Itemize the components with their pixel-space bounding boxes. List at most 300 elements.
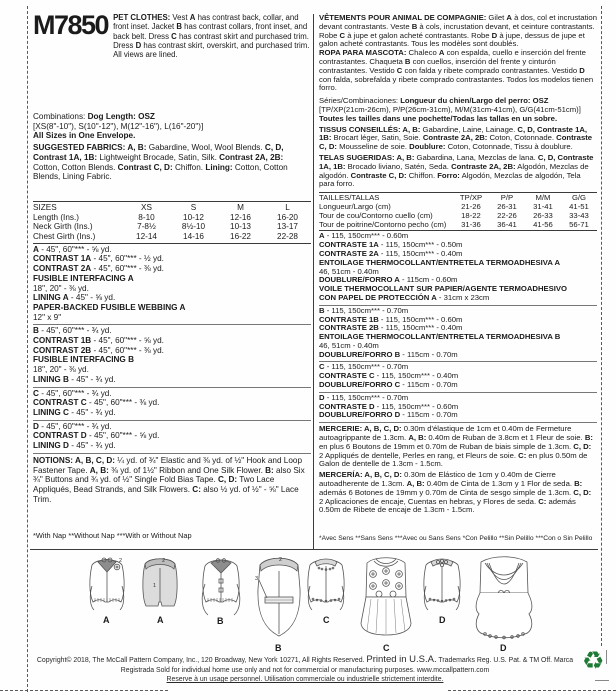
fabrics-bold: SUGGESTED FABRICS: A, B: xyxy=(33,143,147,153)
yardage-line xyxy=(33,422,311,432)
mercerie-text: 0.30m d'élastique de 1cm et 0.40m de Fermeture autoagrippante de 1.3cm. xyxy=(319,424,572,443)
mercerie xyxy=(319,425,597,469)
tailles-table-row xyxy=(319,221,597,230)
metric-yardage-line xyxy=(319,294,597,303)
description-es-text: con falda, sobrefalda y ribete comprado contrastantes. Todos los modelos tienen forro. xyxy=(319,74,594,93)
nap-footnote: *With Nap **Without Nap ***With or Without Nap xyxy=(33,531,192,540)
metric-yardage-item: CON PAPEL DE PROTECCIÓN A xyxy=(319,292,437,302)
description-es-bold: C xyxy=(396,65,403,75)
yardage-group-d xyxy=(33,421,311,454)
description-fr-bold: A xyxy=(506,13,512,22)
tailles-col-header: G/G xyxy=(571,193,587,203)
metric-yardage-group-d xyxy=(319,393,597,423)
yardage-amount: - 45" - ¾ yd. xyxy=(68,441,116,451)
yardage-item: PAPER-BACKED FUSIBLE WEBBING A xyxy=(33,302,186,312)
yardage-amount: - 45", 60"*** - ¾ yd. xyxy=(38,326,112,336)
yardage-line xyxy=(33,274,311,284)
merceria-bold: C, D: xyxy=(573,487,592,497)
metric-yardage-line xyxy=(319,381,597,390)
view-label-a-front: A xyxy=(103,615,110,625)
metric-yardage-item: DOUBLURE/FORRO C xyxy=(319,380,401,390)
fabrics-text: Gabardine, Wool, Wool Blends. xyxy=(146,143,265,153)
notions-bold: C, D: xyxy=(218,475,238,485)
metric-yardage-amount: - 115, 150cm*** - 0.70m xyxy=(324,392,409,402)
suggested-fabrics xyxy=(33,143,311,182)
telas-text: Gabardina, Lana, Mezclas de lana. xyxy=(414,152,538,162)
description-fr-bold: VÊTEMENTS POUR ANIMAL DE COMPAGNIE: xyxy=(319,13,487,22)
usage-restriction-fr-text: Reserve à un usage personnel. Utilisation commerciale ou industrielle strictement interdite. xyxy=(166,676,444,684)
yardage-amount: 12" x 9" xyxy=(33,312,62,322)
tissus-text: Gabardine, Laine, Lainage. xyxy=(420,124,518,134)
series-text: Séries/Combinaciones: xyxy=(319,96,401,106)
yardage-amount: - 45", 60"*** - ⅜ yd. xyxy=(91,345,164,355)
metric-yardage-item: B xyxy=(319,305,325,315)
measurement-value: 10-13 xyxy=(230,222,251,232)
sens-footnote: *Avec Sens **Sans Sens ***Avec ou Sans Sens *Con Pelillo **Sin Pelillo ***Con o Sin Pelillo xyxy=(319,535,593,542)
view-label-b-front: B xyxy=(217,616,224,626)
yardage-line xyxy=(33,365,311,375)
yardage-line xyxy=(33,355,311,365)
size-col-header: S xyxy=(190,202,197,212)
description-es-bold: ROPA PARA MASCOTA: xyxy=(319,48,407,58)
notions-text: also ½ yd. of ½" - ⅝" Lace Trim. xyxy=(33,484,299,504)
notions-bold: C: xyxy=(192,484,201,494)
mercerie-bold: C: xyxy=(518,450,527,460)
sizes-header: SIZES xyxy=(33,202,57,212)
metric-yardage-item: CONTRASTE D xyxy=(319,401,375,411)
merceria-bold: B: xyxy=(574,479,583,489)
tailles-value: 26-31 xyxy=(497,201,517,211)
measurement-value: 16-20 xyxy=(277,212,298,222)
view-a-back-drawing xyxy=(138,554,182,612)
yardage-line xyxy=(33,245,311,255)
yardage-group-a xyxy=(33,244,311,326)
metric-yardage-item: CONTRASTE 2B xyxy=(319,323,379,333)
yardage-amount: - 45", 60"*** - ½ yd. xyxy=(91,254,164,264)
merceria-text: 2 Aplicaciones de encaje, Cuentas en hebras, y Flores de seda. xyxy=(319,496,539,506)
metric-yardage-item: DOUBLURE/FORRO D xyxy=(319,410,401,420)
mercerie-bold: MERCERIE: A, B, C, D: xyxy=(319,424,402,434)
bottom-right-perforation-dashes xyxy=(448,690,616,691)
yardage-line xyxy=(33,375,311,385)
mercerie-bold: C, D: xyxy=(573,441,592,451)
measurement-value: 10-12 xyxy=(183,212,204,222)
piece-number: 3 xyxy=(255,576,259,582)
yardage-group-b xyxy=(33,325,311,387)
size-col-header: L xyxy=(285,202,290,212)
merceria-bold: A, B: xyxy=(406,479,425,489)
tissus-text: Coton, Cotonnade. xyxy=(487,133,557,143)
yardage-amount: - 45", 60"*** - ⅜ yd. xyxy=(91,264,164,274)
footer-line-2: Registrada Sold for individual home use only and not for commercial or manufacturing purposes. www.mccallpattern.com xyxy=(120,666,490,674)
fabrics-bold: Contrast 2A, 2B: xyxy=(219,152,284,162)
yardage-item: CONTRAST C xyxy=(33,398,87,408)
description-en xyxy=(113,13,312,59)
telas-bold: C, D, Contraste 1A, 1B: xyxy=(319,152,594,171)
metric-yardage-item: A xyxy=(319,231,325,241)
yardage-line xyxy=(33,264,311,274)
mercerie-bold: B: xyxy=(584,433,593,443)
garment-views xyxy=(0,552,616,652)
measurement-value: 12-14 xyxy=(136,232,157,242)
yardage-amount: - 45" - ¾ yd. xyxy=(68,407,116,417)
tailles-value: 41-56 xyxy=(533,219,553,229)
yardage-line xyxy=(33,408,311,418)
description-en-bold: PET CLOTHES: xyxy=(113,13,171,22)
yardage-item: FUSIBLE INTERFACING A xyxy=(33,273,134,283)
merceria-text: 0.40m de Cinta de 1.3cm y 1 Flor de seda. xyxy=(424,479,575,489)
fabrics-text: Cotton, Cotton Blends. xyxy=(33,162,118,172)
metric-yardage-item: C xyxy=(319,362,325,372)
tissus-bold: C, D, Contraste 1A, 1B: xyxy=(319,124,588,143)
yardage-item: A xyxy=(33,244,39,254)
description-es-bold: A xyxy=(438,48,445,58)
merceria-bold: C: xyxy=(538,496,547,506)
description-es-text: Chaleco xyxy=(406,48,439,58)
measurement-value: 16-22 xyxy=(230,232,251,242)
metric-yardage-amount: - 115, 150cm*** - 0.60m xyxy=(324,231,409,241)
yardage-item: CONTRAST 2B xyxy=(33,345,92,355)
metric-yardage-line xyxy=(319,351,597,360)
printed-in-usa-text: Printed in U.S.A. xyxy=(366,654,437,665)
yardage-item: LINING B xyxy=(33,374,69,384)
header xyxy=(33,10,312,60)
description-fr-text: à jupe et galon acheté contrastants. Robe xyxy=(345,30,492,40)
tailles-value: 31-41 xyxy=(533,201,553,211)
metric-yardage-group-c xyxy=(319,362,597,392)
sizes-table xyxy=(33,201,311,244)
yardage-line xyxy=(33,293,311,303)
footer xyxy=(20,655,590,685)
tailles-value: 56-71 xyxy=(569,219,589,229)
yardage-item: CONTRAST 2A xyxy=(33,264,92,274)
metric-yardage-amount: - 115, 150cm*** - 0.40m xyxy=(374,371,459,381)
series-bold: Longueur du chien/Largo del perro: OSZ xyxy=(400,96,549,106)
tailles-measurement-label: Longueur/Largo (cm) xyxy=(319,201,391,211)
description-fr xyxy=(319,14,597,49)
metric-yardage-amount: - 115, 150cm*** - 0.60m xyxy=(378,314,463,324)
description-es xyxy=(319,49,597,93)
measurement-label: Neck Girth (Ins.) xyxy=(33,222,93,232)
telas-text: Algodón, Mezclas de algodón. xyxy=(319,161,589,180)
mercerie-text: 2 Appliqués de dentelle, Perles en rang, et Fleurs de soie. xyxy=(319,450,519,460)
sizes-table-row xyxy=(33,222,311,232)
notions xyxy=(33,456,311,505)
piece-number: 2 xyxy=(162,558,166,564)
column-divider xyxy=(313,14,314,550)
notions-bold: NOTIONS: A, B, C, D: xyxy=(33,455,116,465)
mercerie-text: 0.40m de Ruban de 3.8cm et 1 Fleur de soie. xyxy=(426,433,585,443)
description-es-text: con espalda, cuello e inserción del frente contrastantes. Chaqueta xyxy=(319,48,586,66)
telas-text: Algodón, Mezclas de algodón, Tela para forro. xyxy=(319,170,581,189)
description-es-text: con falda y ribete comprado contrastantes. Vestido xyxy=(402,65,580,75)
yardage-item: B xyxy=(33,326,39,336)
tailles-col-header: M/M xyxy=(535,193,551,203)
view-b-front-drawing xyxy=(195,554,247,616)
yardage-line xyxy=(33,346,311,356)
measurement-value: 22-28 xyxy=(277,232,298,242)
yardage-amount: - 45", 60"*** - ⅝ yd. xyxy=(91,336,164,346)
all-sizes-fr-text: Toutes les tailles dans une pochette/Todas las tallas en un sobre. xyxy=(319,113,558,123)
mercerie-bold: A, B: xyxy=(408,433,427,443)
yardage-item: CONTRAST D xyxy=(33,431,87,441)
description-en-text: has contrast skirt, overskirt, and purchased trim. All views are lined. xyxy=(113,40,310,60)
combinations-line xyxy=(33,112,311,122)
view-label-d-front: D xyxy=(500,643,507,653)
telas-bold: Forro: xyxy=(437,170,460,180)
view-a-front-drawing xyxy=(84,554,130,614)
yardage-line xyxy=(33,284,311,294)
footer-line-1 xyxy=(20,655,590,666)
metric-yardage-amount: - 115, 150cm*** - 0.70m xyxy=(324,362,409,372)
merceria-bold: MERCERÍA: A, B, C, D: xyxy=(319,470,402,480)
french-spanish-column xyxy=(319,14,597,515)
measurement-value: 7-8½ xyxy=(137,222,156,232)
yardage-line xyxy=(33,398,311,408)
yardage-amount: - 45", 60"*** - ¾ yd. xyxy=(38,421,112,431)
notions-text: Two Lace Appliqués, Bead Strands, and Silk Flowers. xyxy=(33,475,275,494)
metric-yardage-amount: - 115, 150cm*** - 0.60m xyxy=(374,401,459,411)
measurement-value: 13-17 xyxy=(277,222,298,232)
metric-yardage-item: VOILE THERMOCOLLANT SUR PAPIER/AGENTE TERMOADHESIVO xyxy=(319,284,568,294)
english-column xyxy=(33,112,311,504)
yardage-amount: - 45" - ¾ yd. xyxy=(68,374,116,384)
metric-yardage-item: ENTOILAGE THERMOCOLLANT/ENTRETELA TERMOADHESIVA B xyxy=(319,332,561,342)
metric-yardage-amount: - 31cm x 23cm xyxy=(436,292,490,302)
tailles-value: 26-33 xyxy=(533,210,553,220)
tissus-text: Coton, Cotonnade, Tissu à doublure. xyxy=(445,142,573,152)
mercerie-text: en plus 6 Boutons de 19mm et 0.70m de Ruban de biais simple de 1.3cm. xyxy=(319,441,574,451)
tailles-table-body xyxy=(319,203,597,229)
view-label-c-front: C xyxy=(383,643,390,653)
description-es-bold: D xyxy=(579,65,585,75)
metric-yardage-item: CONTRASTE 2A xyxy=(319,248,379,258)
tailles-value: 36-41 xyxy=(497,219,517,229)
yardage-amount: 18", 20" - ⅜ yd. xyxy=(33,365,89,375)
piece-number: 2 xyxy=(279,557,283,563)
description-fr-bold: D xyxy=(491,30,498,40)
tissus-conseilles xyxy=(319,126,597,152)
description-fr-text: à dos, col et incrustation devant contrastants. Veste xyxy=(319,13,597,31)
metric-yardage-item: CONTRASTE 1B xyxy=(319,314,379,324)
telas-text: Brocado liviano, Satén, Seda. xyxy=(345,161,452,171)
size-range-line: [XS(8"-10"), S(10"-12"), M(12"-16"), L(16"-20")] xyxy=(33,121,204,131)
description-fr-text: à cols, incrustation devant, et ceinture contrastants. Robe xyxy=(319,21,595,40)
yardage-line xyxy=(33,441,311,451)
tailles-value: 41-51 xyxy=(569,201,589,211)
yardage-line xyxy=(33,326,311,336)
merceria-text: además 0.50m de Ribete de encaje de 1.3cm - 1.5cm. xyxy=(319,496,576,515)
telas-text: Chiffon. xyxy=(406,170,438,180)
yardage-line xyxy=(33,389,311,399)
description-en-text: has contrast collars, front inset, and back belt. Dress xyxy=(113,22,308,41)
telas-bold: TELAS SUGERIDAS: A, B: xyxy=(319,152,415,162)
metric-yardage-item: D xyxy=(319,392,325,402)
yardage-item: C xyxy=(33,388,39,398)
metric-yardage-amount: - 115, 150cm*** - 0.40m xyxy=(378,248,463,258)
view-label-a-back: A xyxy=(157,615,164,625)
tailles-measurement-label: Tour de cou/Contorno cuello (cm) xyxy=(319,210,433,220)
yardage-line xyxy=(33,303,311,313)
pattern-number: M7850 xyxy=(33,10,109,40)
metric-size-range-line: [TP/XP(21cm-26cm), P/P(26cm-31cm), M/M(31cm-41cm), G/G(41cm-51cm)] xyxy=(319,104,581,114)
yardage-item: D xyxy=(33,421,39,431)
description-fr-text: Gilet xyxy=(486,13,507,22)
yardage-item: FUSIBLE INTERFACING B xyxy=(33,355,134,365)
measurement-value: 8½-10 xyxy=(181,222,206,232)
piece-number: 1 xyxy=(153,583,157,589)
notions-text: ⅜ yd. of 1½" Ribbon and One Silk Flower. xyxy=(108,465,266,475)
tailles-value: 21-26 xyxy=(461,201,481,211)
yardage-group-c xyxy=(33,388,311,421)
yardage-amount: - 45", 60"*** - ⅜ yd. xyxy=(86,398,160,408)
all-sizes-text: All Sizes in One Envelope. xyxy=(33,131,136,141)
yardage-item: LINING C xyxy=(33,407,69,417)
view-label-c-side: C xyxy=(323,615,330,625)
description-fr-bold: B xyxy=(411,21,418,31)
description-fr-text: à jupe, dessus de jupe et galon acheté contrastants. Tous les modèles sont doublés. xyxy=(319,30,585,49)
all-sizes-fr-line xyxy=(319,115,597,124)
description-en-text: has contrast skirt and purchased trim. Dress xyxy=(113,31,309,50)
recycle-icon: ♻ xyxy=(582,646,605,675)
tailles-value: 33-43 xyxy=(569,210,589,220)
telas-bold: Contraste C, D: xyxy=(350,170,407,180)
metric-yardage-amount: - 115, 150cm*** - 0.40m xyxy=(378,323,463,333)
tissus-text: Brocart léger, Satin, Soie. xyxy=(331,133,423,143)
description-en-text: has contrast back, collar, and front inset. Jacket xyxy=(113,13,299,32)
tailles-value: 22-26 xyxy=(497,210,517,220)
trademark-text: Trademarks Reg. U.S. Pat. & TM Off. Marca xyxy=(436,657,574,664)
yardage-line xyxy=(33,431,311,441)
measurement-value: 14-16 xyxy=(183,232,204,242)
size-col-header: M xyxy=(237,202,244,212)
fabrics-text: Lightweight Brocade, Satin, Silk. xyxy=(97,152,220,162)
fabrics-text: Chiffon. xyxy=(172,162,206,172)
metric-yardage-amount: 46, 51cm - 0.40m xyxy=(319,340,379,350)
metric-yardage-amount: - 115, 150cm*** - 0.70m xyxy=(324,305,409,315)
measurement-value: 12-16 xyxy=(230,212,251,222)
tailles-measurement-label: Tour de poitrine/Contorno pecho (cm) xyxy=(319,219,447,229)
registration-mark-vertical xyxy=(606,650,607,664)
combinations-bold: Dog Length: OSZ xyxy=(87,112,155,121)
measurement-label: Chest Girth (Ins.) xyxy=(33,232,96,242)
tissus-text: Mousseline de soie. xyxy=(336,142,410,152)
yardage-line xyxy=(33,313,311,323)
metric-yardage-amount: - 115cm - 0.70m xyxy=(400,410,458,420)
description-en-bold: C xyxy=(171,31,177,41)
registration-mark-horizontal xyxy=(595,680,609,681)
yardage-amount: - 45", 60"*** - ⅝ yd. xyxy=(86,431,160,441)
tissus-bold: Doublure: xyxy=(409,142,446,152)
description-es-text: con cuellos, inserción del frente y cinturón contrastantes. Vestido xyxy=(319,56,556,75)
yardage-item: CONTRAST 1B xyxy=(33,336,92,346)
measurement-label: Length (Ins.) xyxy=(33,212,79,222)
merceria-text: 0.30m de Elástico de 1cm y 0.40m de Cierre autoadherente de 1.3cm. xyxy=(319,470,556,489)
tailles-value: 31-36 xyxy=(461,219,481,229)
yardage-line xyxy=(33,254,311,264)
metric-yardage-item: DOUBLURE/FORRO A xyxy=(319,275,400,285)
view-c-front-drawing xyxy=(358,553,414,643)
notions-bold: B: xyxy=(265,465,274,475)
description-en-bold: B xyxy=(176,22,182,32)
metric-yardage-group-b xyxy=(319,306,597,363)
mercerie-text: en plus 0.50m de Galon de dentelle de 1.3cm - 1.5cm. xyxy=(319,450,588,469)
sizes-table-body xyxy=(33,213,311,242)
tissus-bold: Contraste 2A, 2B: xyxy=(422,133,488,143)
description-en-bold: D xyxy=(135,40,142,50)
fabrics-bold: C, D, Contrast 1A, 1B: xyxy=(33,143,284,162)
metric-yardage-item: ENTOILAGE THERMOCOLLANT/ENTRETELA TERMOADHESIVA A xyxy=(319,257,561,267)
metric-yardage-amount: - 115cm - 0.70m xyxy=(400,349,458,359)
telas-bold: Contraste 2A, 2B: xyxy=(451,161,516,171)
tailles-table xyxy=(319,192,597,231)
sizes-table-row xyxy=(33,213,311,223)
all-sizes-line xyxy=(33,131,311,141)
notions-text: ¼ yd. of ¾" Elastic and ⅜ yd. of ½" Hook and Loop Fastener Tape. xyxy=(33,455,302,475)
metric-yardage-amount: - 115cm - 0.60m xyxy=(399,275,458,285)
merceria-text: además 6 Botones de 19mm y 0.70m de Cinta de sesgo simple de 1.3cm. xyxy=(319,487,574,497)
fabrics-bold: Lining: xyxy=(205,162,233,172)
notions-bold: A, B: xyxy=(89,465,109,475)
yardage-item: LINING D xyxy=(33,441,69,451)
merceria xyxy=(319,471,597,515)
metric-yardage-item: CONTRASTE C xyxy=(319,371,375,381)
tissus-bold: TISSUS CONSEILLÉS: A, B: xyxy=(319,124,421,134)
tailles-col-header: P/P xyxy=(500,193,514,203)
view-d-side-drawing xyxy=(418,554,466,614)
yardage-line xyxy=(33,336,311,346)
view-label-b-back: B xyxy=(275,643,282,653)
metric-yardage-amount: 46, 51cm - 0.40m xyxy=(319,266,379,276)
view-label-d-side: D xyxy=(439,615,446,625)
yardage-amount: - 45" - ⅝ yd. xyxy=(68,293,116,303)
sizes-table-header-row xyxy=(33,203,311,213)
bottom-left-perforation-dashes xyxy=(0,690,168,691)
description-en-bold: A xyxy=(189,13,196,22)
fabrics-bold: Contrast C, D: xyxy=(117,162,173,172)
tailles-header: TAILLES/TALLAS xyxy=(319,193,380,203)
bottom-rule xyxy=(30,549,598,550)
telas-sugeridas xyxy=(319,154,597,189)
size-col-header: XS xyxy=(141,202,152,212)
yardage-item: CONTRAST 1A xyxy=(33,254,92,264)
metric-yardage-group-a xyxy=(319,231,597,305)
metric-yardage-item: DOUBLURE/FORRO B xyxy=(319,349,401,359)
view-b-back-drawing xyxy=(252,553,306,643)
copyright-text: Copyright© 2018, The McCall Pattern Company, Inc., 120 Broadway, New York 10271, All Rights Reserved. xyxy=(36,657,367,664)
description-en-text: Vest xyxy=(170,13,190,22)
yardage-amount: 18", 20" - ⅜ yd. xyxy=(33,283,89,293)
measurement-value: 8-10 xyxy=(138,212,155,222)
metric-yardage-line xyxy=(319,411,597,420)
combinations-text: Combinations: xyxy=(33,112,88,121)
fabrics-text: Cotton, Cotton Blends, Lining Fabric. xyxy=(33,162,288,182)
right-perforation-dashes xyxy=(601,6,602,646)
tissus-bold: Contraste C, D: xyxy=(319,133,593,152)
description-fr-bold: C xyxy=(339,30,346,40)
footer-line-3 xyxy=(20,675,590,685)
piece-number: 2 xyxy=(119,558,123,564)
yardage-amount: - 45", 60"*** - ⅝ yd. xyxy=(38,244,112,254)
metric-yardage-amount: - 115cm - 0.70m xyxy=(400,380,458,390)
sizes-table-row xyxy=(33,232,311,242)
metric-yardage-amount: - 115, 150cm*** - 0.50m xyxy=(378,240,463,250)
yardage-amount: - 45", 60"*** - ¾ yd. xyxy=(38,388,112,398)
notions-text: also Six ¾" Buttons and ¾ yd. of ½" Single Fold Bias Tape. xyxy=(33,465,305,485)
metric-yardage-item: CONTRASTE 1A xyxy=(319,240,379,250)
yardage-item: LINING A xyxy=(33,293,69,303)
description-es-bold: B xyxy=(404,56,411,66)
